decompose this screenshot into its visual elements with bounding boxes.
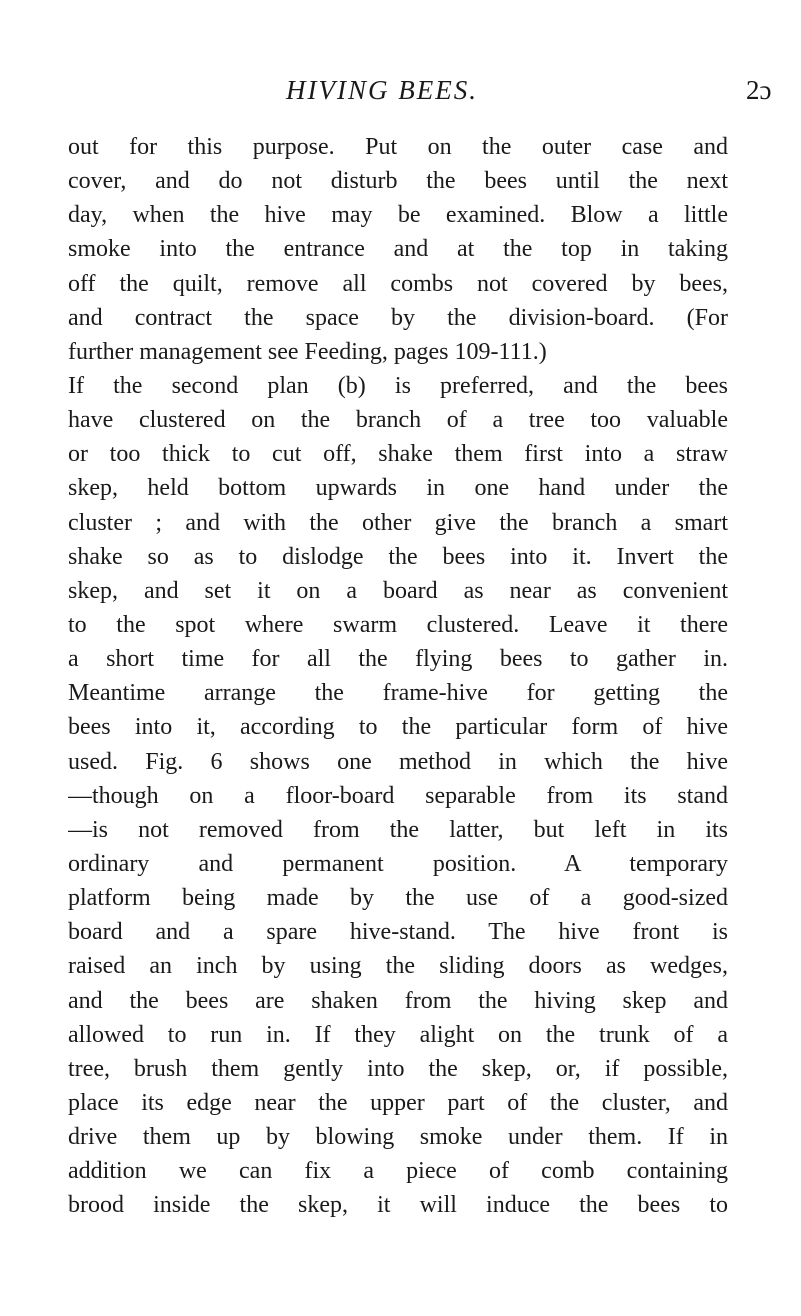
text-line: ordinary and permanent position. A temporary <box>68 850 728 877</box>
text-line: place its edge near the upper part of the cluster, and <box>68 1089 728 1116</box>
text-line: a short time for all the flying bees to gather in. <box>68 646 728 673</box>
text-line: board and a spare hive-stand. The hive front is <box>68 919 728 946</box>
text-line: have clustered on the branch of a tree too valuable <box>68 407 728 434</box>
body-text <box>68 130 728 1223</box>
text-line: and the bees are shaken from the hiving skep and <box>68 987 728 1014</box>
text-line: cover, and do not disturb the bees until the next <box>68 168 728 195</box>
text-line: to the spot where swarm clustered. Leave it there <box>68 611 728 638</box>
text-line: tree, brush them gently into the skep, or, if possible, <box>68 1055 728 1082</box>
text-line: platform being made by the use of a good-sized <box>68 885 728 912</box>
text-line: off the quilt, remove all combs not covered by bees, <box>68 270 728 297</box>
text-line: bees into it, according to the particular form of hive <box>68 714 728 741</box>
running-head <box>0 70 801 110</box>
text-line: day, when the hive may be examined. Blow a little <box>68 202 728 229</box>
text-line: If the second plan (b) is preferred, and the bees <box>68 372 728 399</box>
text-line: —is not removed from the latter, but left in its <box>68 816 728 843</box>
text-line: and contract the space by the division-board. (For <box>68 304 728 331</box>
page-number: 2ɔ <box>746 75 772 105</box>
text-line: out for this purpose. Put on the outer case and <box>68 134 728 160</box>
text-line: brood inside the skep, it will induce the bees to <box>68 1192 728 1219</box>
text-line: further management see Feeding, pages 109-111.) <box>68 338 547 365</box>
text-line: allowed to run in. If they alight on the trunk of a <box>68 1021 728 1048</box>
text-line: or too thick to cut off, shake them first into a straw <box>68 441 728 468</box>
text-line: —though on a floor-board separable from its stand <box>68 782 728 809</box>
text-line: skep, and set it on a board as near as convenient <box>68 577 728 604</box>
text-line: drive them up by blowing smoke under them. If in <box>68 1124 728 1151</box>
text-line: shake so as to dislodge the bees into it. Invert the <box>68 543 728 570</box>
text-line: cluster ; and with the other give the branch a smart <box>68 509 728 536</box>
text-line: raised an inch by using the sliding doors as wedges, <box>68 953 728 980</box>
running-title: HIVING BEES. <box>286 75 478 105</box>
text-line: addition we can fix a piece of comb containing <box>68 1158 728 1185</box>
text-line: used. Fig. 6 shows one method in which the hive <box>68 748 728 775</box>
text-line: Meantime arrange the frame-hive for getting the <box>68 680 728 707</box>
text-line: skep, held bottom upwards in one hand under the <box>68 475 728 502</box>
text-line: smoke into the entrance and at the top in taking <box>68 236 728 263</box>
